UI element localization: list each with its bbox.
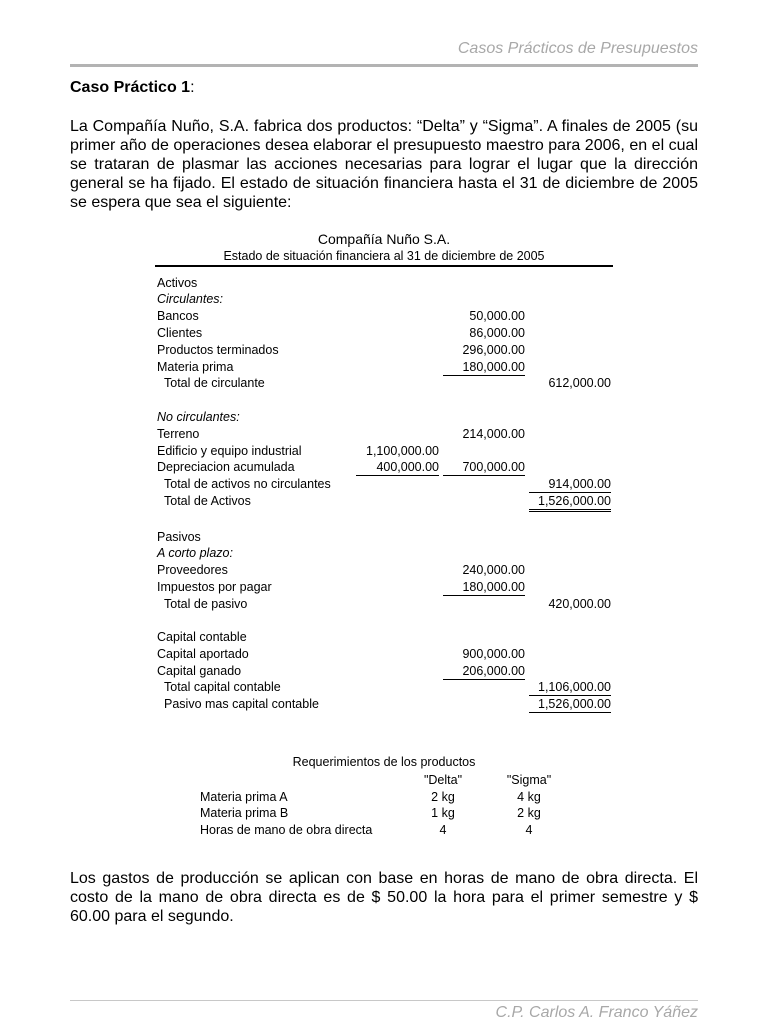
section-capital-contable: Capital contable xyxy=(157,630,247,644)
requirements-row-sigma: 4 xyxy=(525,823,533,837)
row-depreciacion-label: Depreciacion acumulada xyxy=(157,460,295,474)
row-capital-aportado-amount: 900,000.00 xyxy=(462,647,525,661)
footer-divider xyxy=(70,1000,698,1001)
row-total-pasivo-total: 420,000.00 xyxy=(548,597,611,611)
outro-paragraph: Los gastos de producción se aplican con base en horas de mano de obra directa. El costo de la mano de obra directa es de $ 50.00 la hora para el primer semestre y $ 60.00 para el segundo. xyxy=(70,870,698,925)
row-edificio-gross: 1,100,000.00 xyxy=(366,444,439,458)
requirements-row-label: Horas de mano de obra directa xyxy=(200,823,373,837)
row-total-capital-label: Total capital contable xyxy=(164,680,281,694)
row-total-capital-total: 1,106,000.00 xyxy=(529,680,611,696)
row-pasivo-mas-capital-total: 1,526,000.00 xyxy=(529,697,611,713)
row-capital-aportado-label: Capital aportado xyxy=(157,647,249,661)
row-clientes-amount: 86,000.00 xyxy=(469,326,525,340)
row-productos-terminados-amount: 296,000.00 xyxy=(462,343,525,357)
case-title-colon: : xyxy=(190,79,195,96)
section-pasivos: Pasivos xyxy=(157,530,201,544)
row-depreciacion-amount: 700,000.00 xyxy=(443,460,525,476)
row-materia-prima-label: Materia prima xyxy=(157,360,234,374)
row-total-activos-total: 1,526,000.00 xyxy=(529,494,611,512)
intro-paragraph: La Compañía Nuño, S.A. fabrica dos productos: “Delta” y “Sigma”. A finales de 2005 (su primer año de operaciones desea elaborar el presupuesto maestro para 2006, en el cual se trataran de plasmar las acciones necesarias para lograr el lugar que la dirección general se ha fijado. El estado de situación financiera hasta el 31 de diciembre de 2005 se espera que sea el siguiente: xyxy=(70,118,698,211)
row-proveedores-label: Proveedores xyxy=(157,563,228,577)
requirements-title: Requerimientos de los productos xyxy=(292,755,476,769)
row-bancos-label: Bancos xyxy=(157,309,199,323)
row-total-no-circulantes-total: 914,000.00 xyxy=(529,477,611,493)
row-terreno-label: Terreno xyxy=(157,427,200,441)
requirements-col-sigma: "Sigma" xyxy=(506,773,552,787)
requirements-row-delta: 4 xyxy=(439,823,447,837)
row-edificio-label: Edificio y equipo industrial xyxy=(157,444,302,458)
section-circulantes: Circulantes: xyxy=(157,292,223,306)
case-title xyxy=(70,79,195,97)
requirements-row-delta: 2 kg xyxy=(431,790,455,804)
balance-sheet-subtitle: Estado de situación financiera al 31 de diciembre de 2005 xyxy=(223,249,545,263)
case-title-text: Caso Práctico 1 xyxy=(70,79,191,96)
balance-sheet-header-rule xyxy=(155,265,613,267)
row-total-no-circulantes-label: Total de activos no circulantes xyxy=(164,477,331,491)
row-clientes-label: Clientes xyxy=(157,326,203,340)
row-capital-ganado-amount: 206,000.00 xyxy=(443,664,525,680)
row-terreno-amount: 214,000.00 xyxy=(462,427,525,441)
row-productos-terminados-label: Productos terminados xyxy=(157,343,279,357)
row-bancos-amount: 50,000.00 xyxy=(469,309,525,323)
requirements-row-sigma: 4 kg xyxy=(517,790,541,804)
requirements-row-label: Materia prima A xyxy=(200,790,288,804)
row-total-circulante-label: Total de circulante xyxy=(164,376,265,390)
row-impuestos-label: Impuestos por pagar xyxy=(157,580,272,594)
row-materia-prima-amount: 180,000.00 xyxy=(443,360,525,376)
row-total-activos-label: Total de Activos xyxy=(164,494,251,508)
row-depreciacion-gross: 400,000.00 xyxy=(356,460,439,476)
row-pasivo-mas-capital-label: Pasivo mas capital contable xyxy=(164,697,319,711)
requirements-row-sigma: 2 kg xyxy=(517,806,541,820)
section-corto-plazo: A corto plazo: xyxy=(157,546,233,560)
balance-sheet-company: Compañía Nuño S.A. xyxy=(317,231,451,247)
row-capital-ganado-label: Capital ganado xyxy=(157,664,242,678)
row-impuestos-amount: 180,000.00 xyxy=(443,580,525,596)
section-no-circulantes: No circulantes: xyxy=(157,410,240,424)
requirements-col-delta: "Delta" xyxy=(423,773,463,787)
page-header-title: Casos Prácticos de Presupuestos xyxy=(457,40,698,57)
row-total-circulante-total: 612,000.00 xyxy=(548,376,611,390)
requirements-row-label: Materia prima B xyxy=(200,806,289,820)
footer-author: C.P. Carlos A. Franco Yáñez xyxy=(495,1004,698,1021)
header-divider xyxy=(70,64,698,67)
section-activos: Activos xyxy=(157,276,198,290)
row-proveedores-amount: 240,000.00 xyxy=(462,563,525,577)
requirements-row-delta: 1 kg xyxy=(431,806,455,820)
row-total-pasivo-label: Total de pasivo xyxy=(164,597,248,611)
